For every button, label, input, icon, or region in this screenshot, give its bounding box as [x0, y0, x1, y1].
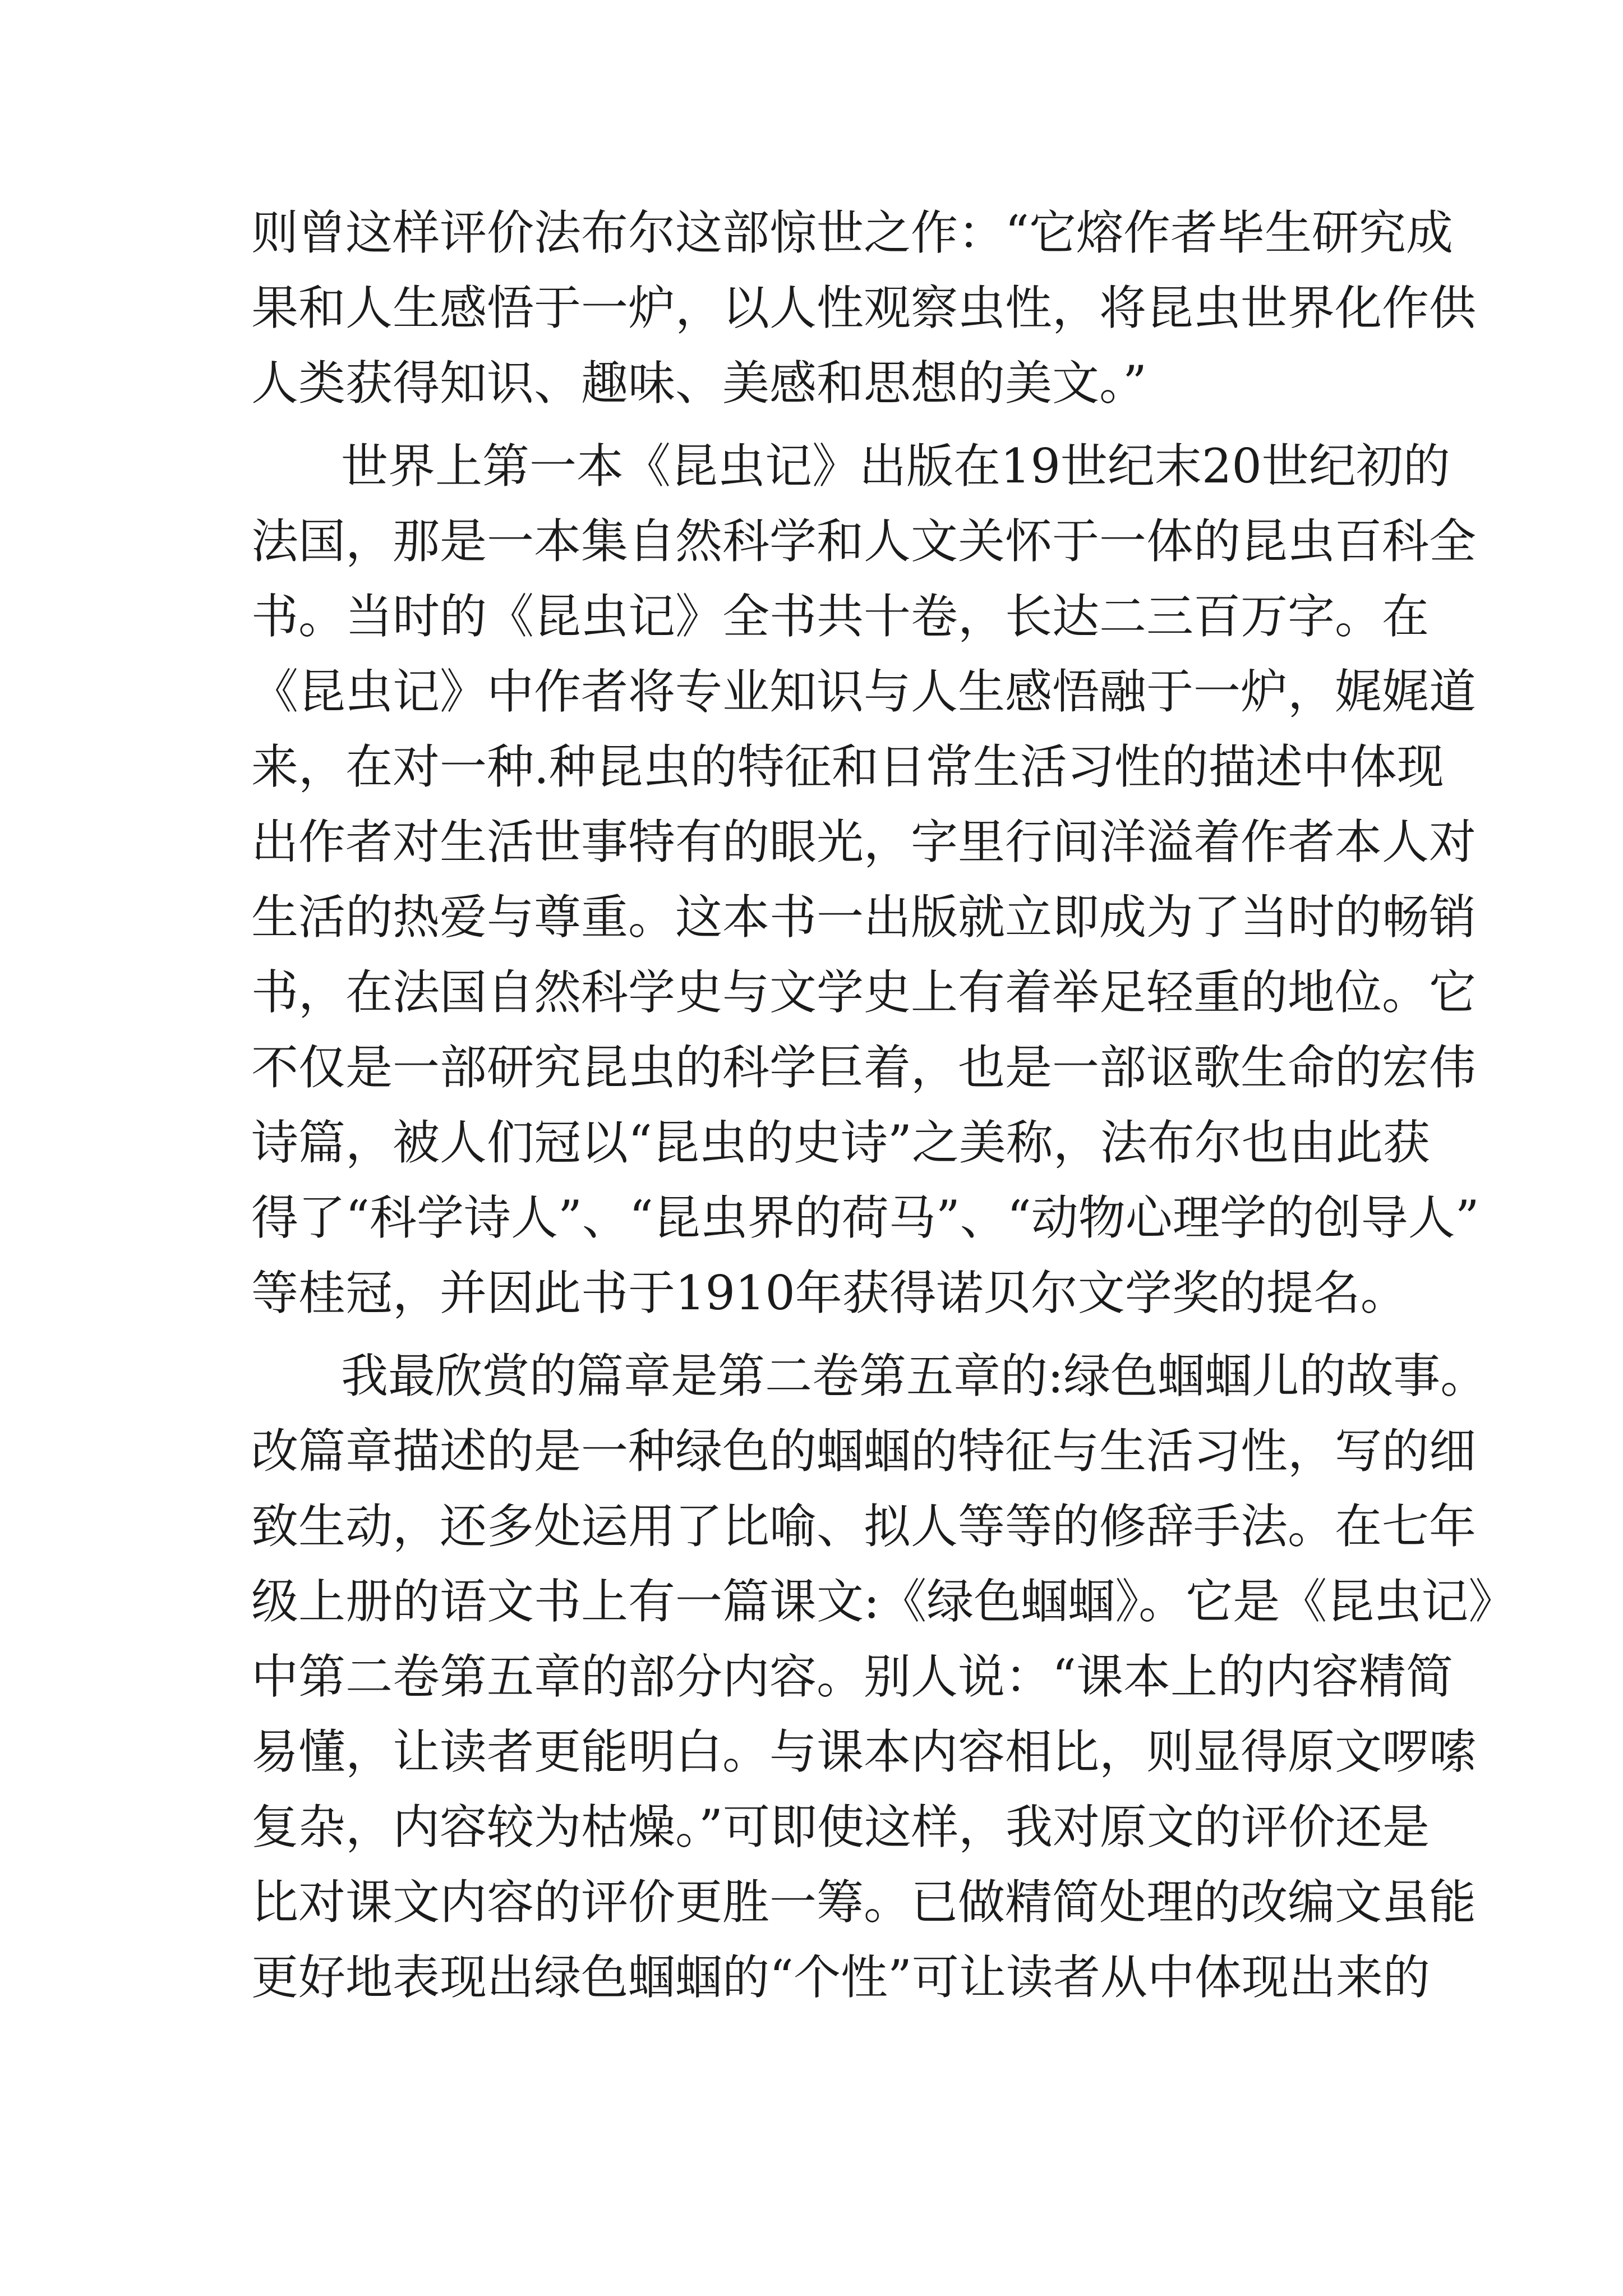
text-line: 书。当时的《昆虫记》全书共十卷，长达二三百万字。在	[251, 589, 1430, 644]
paragraph-gap	[251, 1331, 1384, 1338]
text-line: 诗篇，被人们冠以“昆虫的史诗”之美称，法布尔也由此获	[251, 1115, 1430, 1170]
text-line: 则曾这样评价法布尔这部惊世之作：“它熔作者毕生研究成	[251, 205, 1453, 260]
text-line: 中第二卷第五章的部分内容。别人说：“课本上的内容精简	[251, 1649, 1453, 1704]
text-line: 《昆虫记》中作者将专业知识与人生感悟融于一炉，娓娓道	[251, 664, 1477, 719]
text-line: 出作者对生活世事特有的眼光，字里行间洋溢着作者本人对	[251, 815, 1477, 869]
text-line: 复杂，内容较为枯燥。”可即使这样，我对原文的评价还是	[251, 1800, 1430, 1855]
text-line: 生活的热爱与尊重。这本书一出版就立即成为了当时的畅销	[251, 890, 1477, 945]
text-line: 级上册的语文书上有一篇课文:《绿色蝈蝈》。它是《昆虫记》	[251, 1574, 1516, 1629]
paragraph-gap	[251, 421, 1384, 429]
text-line: 改篇章描述的是一种绿色的蝈蝈的特征与生活习性，写的细	[251, 1424, 1477, 1479]
text-line: 法国，那是一本集自然科学和人文关怀于一体的昆虫百科全	[251, 514, 1477, 569]
text-line: 果和人生感悟于一炉，以人性观察虫性，将昆虫世界化作供	[251, 280, 1477, 335]
text-line: 人类获得知识、趣味、美感和思想的美文。”	[251, 356, 1147, 411]
text-line: 书，在法国自然科学史与文学史上有着举足轻重的地位。它	[251, 965, 1477, 1020]
document-body	[251, 195, 1516, 2015]
text-line: 不仅是一部研究昆虫的科学巨着，也是一部讴歌生命的宏伟	[251, 1040, 1477, 1095]
text-line: 得了“科学诗人”、“昆虫界的荷马”、“动物心理学的创导人”	[251, 1190, 1479, 1245]
text-line: 我最欣赏的篇章是第二卷第五章的:绿色蝈蝈儿的故事。	[341, 1349, 1488, 1404]
text-line: 比对课文内容的评价更胜一筹。已做精简处理的改编文虽能	[251, 1875, 1477, 1930]
text-line: 等桂冠，并因此书于1910年获得诺贝尔文学奖的提名。	[251, 1266, 1408, 1320]
text-line: 易懂，让读者更能明白。与课本内容相比，则显得原文啰嗦	[251, 1724, 1477, 1779]
text-line: 更好地表现出绿色蝈蝈的“个性”可让读者从中体现出来的	[251, 1950, 1430, 2005]
text-line: 来，在对一种.种昆虫的特征和日常生活习性的描述中体现	[251, 739, 1444, 794]
text-line: 致生动，还多处运用了比喻、拟人等等的修辞手法。在七年	[251, 1499, 1477, 1554]
text-line: 世界上第一本《昆虫记》出版在19世纪末20世纪初的	[341, 439, 1450, 494]
